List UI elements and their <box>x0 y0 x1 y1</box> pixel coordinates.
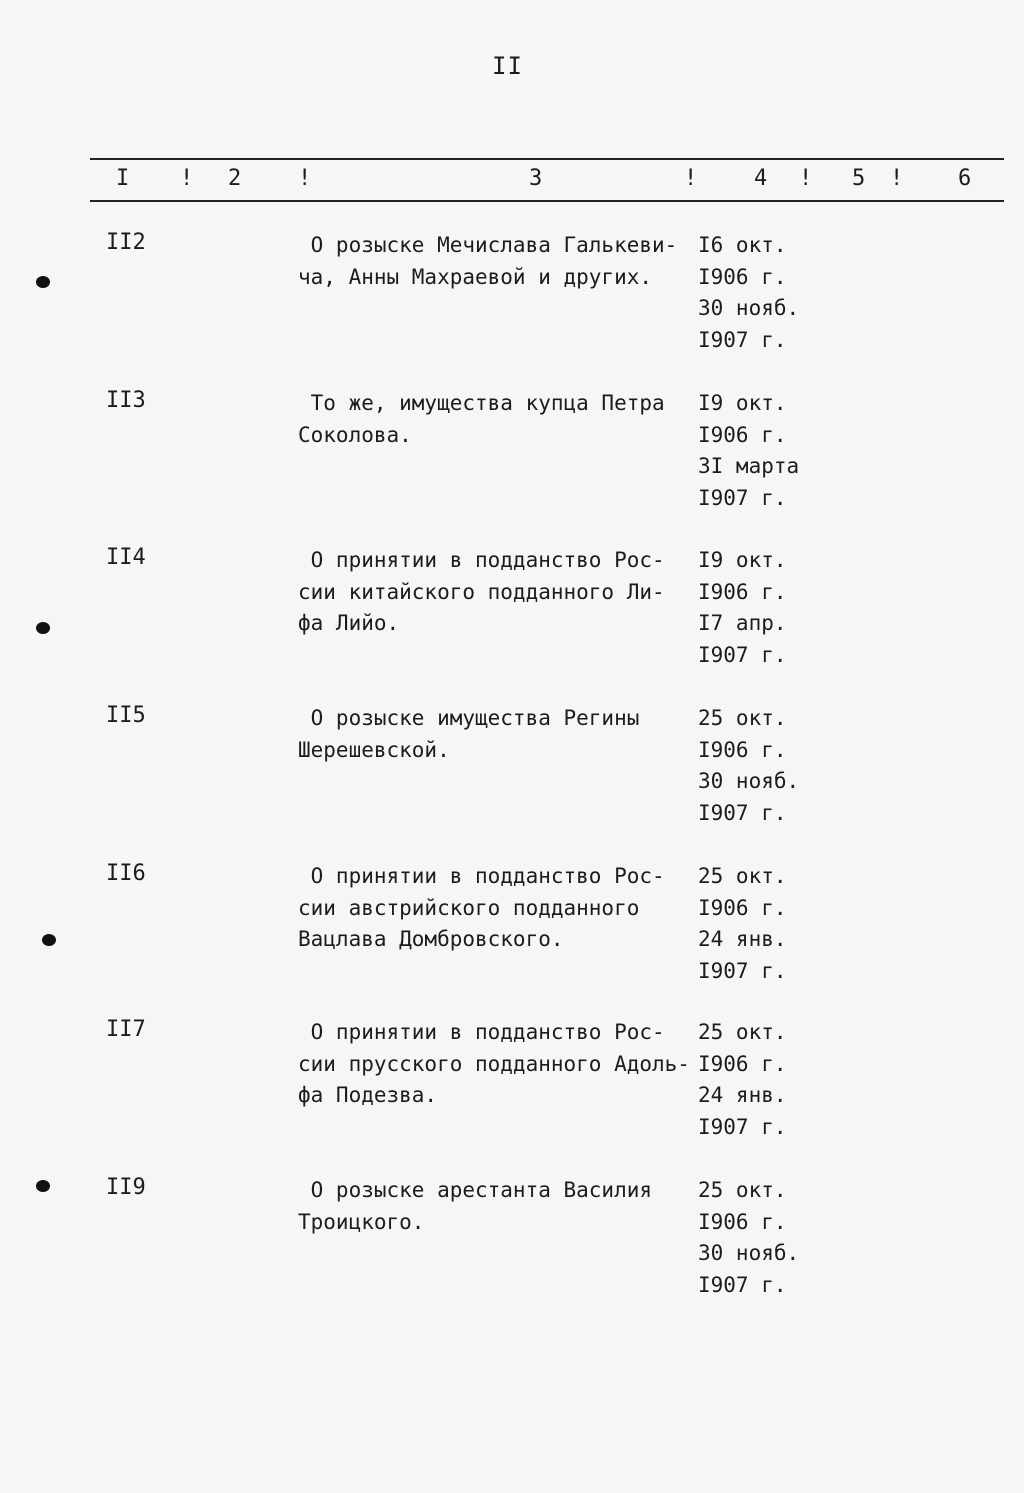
row-number: II7 <box>106 1017 146 1042</box>
table-row <box>0 230 1024 370</box>
row-dates: I9 окт. I906 г. 3I марта I907 г. <box>698 391 800 510</box>
table-row <box>0 545 1024 685</box>
row-number: II3 <box>106 388 146 413</box>
table-top-rule <box>90 158 1004 160</box>
row-dates: 25 окт. I906 г. 30 нояб. I907 г. <box>698 1178 800 1297</box>
row-number: II5 <box>106 703 146 728</box>
row-dates: 25 окт. I906 г. 24 янв. I907 г. <box>698 1020 787 1139</box>
binding-hole-mark <box>42 934 56 946</box>
row-description: О принятии в подданство Рос- сии китайского подданного Ли- фа Лийо. <box>298 548 665 635</box>
column-header-5: 5 <box>852 166 866 191</box>
row-dates: I6 окт. I906 г. 30 нояб. I907 г. <box>698 233 800 352</box>
table-header-rule <box>90 200 1004 202</box>
row-description: О розыске арестанта Василия Троицкого. <box>298 1178 653 1234</box>
binding-hole-mark <box>36 1180 50 1192</box>
row-description: О принятии в подданство Рос- сии австрийского подданного Вацлава Домбровского. <box>298 864 665 951</box>
row-number: II2 <box>106 230 146 255</box>
column-separator: ! <box>684 166 698 191</box>
row-dates: I9 окт. I906 г. I7 апр. I907 г. <box>698 548 787 667</box>
column-header-4: 4 <box>754 166 768 191</box>
table-row <box>0 1017 1024 1157</box>
row-description: О розыске Мечислава Галькеви- ча, Анны Махраевой и других. <box>298 233 678 289</box>
row-description: То же, имущества купца Петра Соколова. <box>298 391 665 447</box>
table-row <box>0 388 1024 528</box>
table-row <box>0 861 1024 1001</box>
row-description: О розыске имущества Регины Шерешевской. <box>298 706 640 762</box>
column-header-6: 6 <box>958 166 972 191</box>
row-description: О принятии в подданство Рос- сии прусского подданного Адоль- фа Подезва. <box>298 1020 690 1107</box>
column-header-3: 3 <box>529 166 543 191</box>
row-dates: 25 окт. I906 г. 24 янв. I907 г. <box>698 864 787 983</box>
row-number: II9 <box>106 1175 146 1200</box>
table-row <box>0 1175 1024 1315</box>
column-separator: ! <box>890 166 904 191</box>
row-dates: 25 окт. I906 г. 30 нояб. I907 г. <box>698 706 800 825</box>
row-number: II4 <box>106 545 146 570</box>
binding-hole-mark <box>36 622 50 634</box>
column-separator: ! <box>799 166 813 191</box>
binding-hole-mark <box>36 276 50 288</box>
column-header-2: 2 <box>228 166 242 191</box>
table-row <box>0 703 1024 843</box>
column-header-1: I <box>116 166 130 191</box>
column-separator: ! <box>298 166 312 191</box>
page-number: II <box>492 52 523 80</box>
column-separator: ! <box>180 166 194 191</box>
row-number: II6 <box>106 861 146 886</box>
